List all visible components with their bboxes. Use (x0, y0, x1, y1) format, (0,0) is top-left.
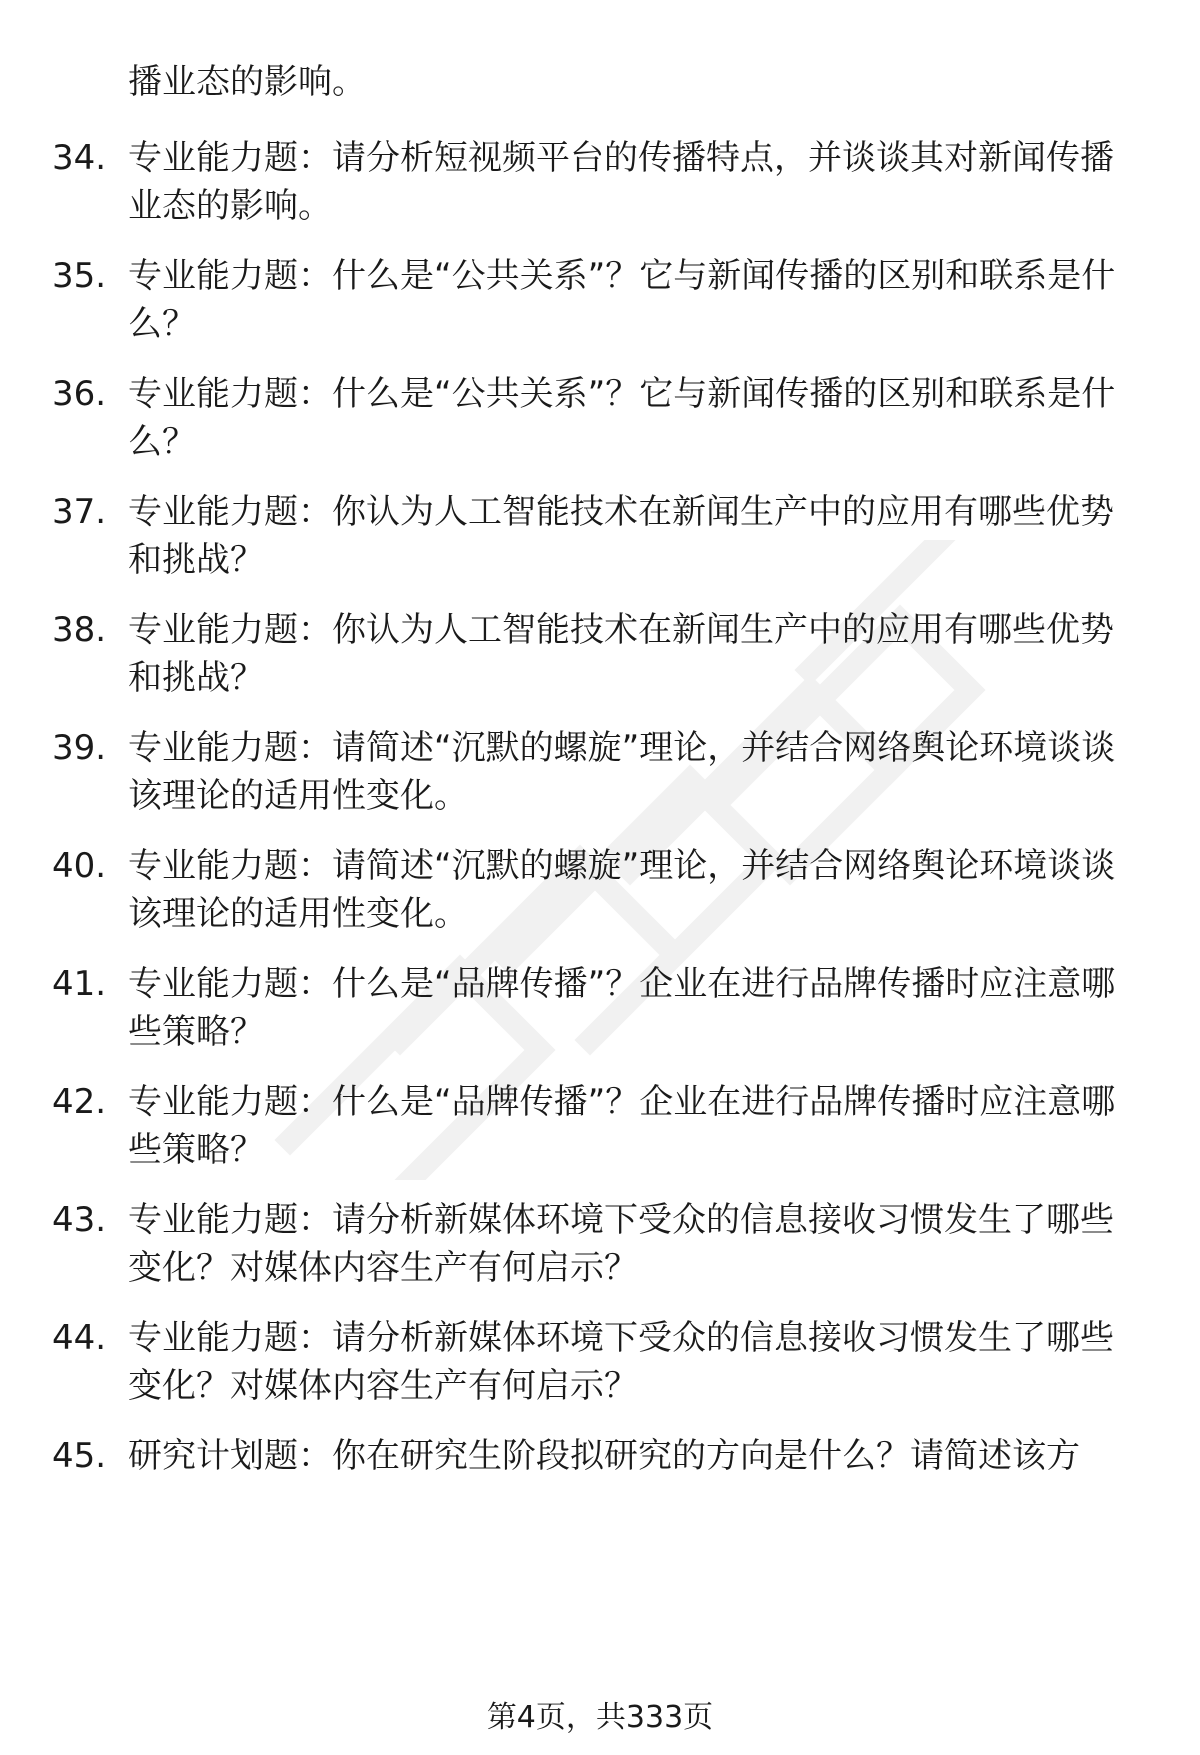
item-number: 41. (52, 964, 107, 1004)
item-number: 43. (52, 1200, 107, 1240)
item-text: 研究计划题：你在研究生阶段拟研究的方向是什么？请简述该方 (128, 1436, 1080, 1476)
item-text: 专业能力题：什么是“品牌传播”？企业在进行品牌传播时应注意哪些策略？ (128, 964, 1116, 1052)
item-number: 35. (52, 256, 107, 296)
item-text: 专业能力题：请分析新媒体环境下受众的信息接收习惯发生了哪些变化？对媒体内容生产有何启示？ (128, 1200, 1114, 1288)
item-text: 专业能力题：你认为人工智能技术在新闻生产中的应用有哪些优势和挑战？ (128, 610, 1114, 698)
item-text: 专业能力题：什么是“公共关系”？它与新闻传播的区别和联系是什么？ (128, 256, 1116, 344)
item-text: 专业能力题：你认为人工智能技术在新闻生产中的应用有哪些优势和挑战？ (128, 492, 1114, 580)
item-text: 专业能力题：请分析短视频平台的传播特点，并谈谈其对新闻传播业态的影响。 (128, 138, 1114, 226)
item-text: 专业能力题：请简述“沉默的螺旋”理论，并结合网络舆论环境谈谈该理论的适用性变化。 (128, 728, 1116, 816)
page-footer: 第4页，共333页 (486, 1700, 714, 1735)
continuation-line: 播业态的影响。 (128, 62, 366, 102)
item-text: 专业能力题：请分析新媒体环境下受众的信息接收习惯发生了哪些变化？对媒体内容生产有何启示？ (128, 1318, 1114, 1406)
item-text: 专业能力题：什么是“公共关系”？它与新闻传播的区别和联系是什么？ (128, 374, 1116, 462)
item-text: 专业能力题：什么是“品牌传播”？企业在进行品牌传播时应注意哪些策略？ (128, 1082, 1116, 1170)
item-number: 44. (52, 1318, 107, 1358)
item-number: 38. (52, 610, 107, 650)
item-number: 34. (52, 138, 107, 178)
item-number: 39. (52, 728, 107, 768)
item-number: 45. (52, 1436, 107, 1476)
item-number: 42. (52, 1082, 107, 1122)
item-number: 36. (52, 374, 107, 414)
item-text: 专业能力题：请简述“沉默的螺旋”理论，并结合网络舆论环境谈谈该理论的适用性变化。 (128, 846, 1116, 934)
item-number: 40. (52, 846, 107, 886)
item-number: 37. (52, 492, 107, 532)
